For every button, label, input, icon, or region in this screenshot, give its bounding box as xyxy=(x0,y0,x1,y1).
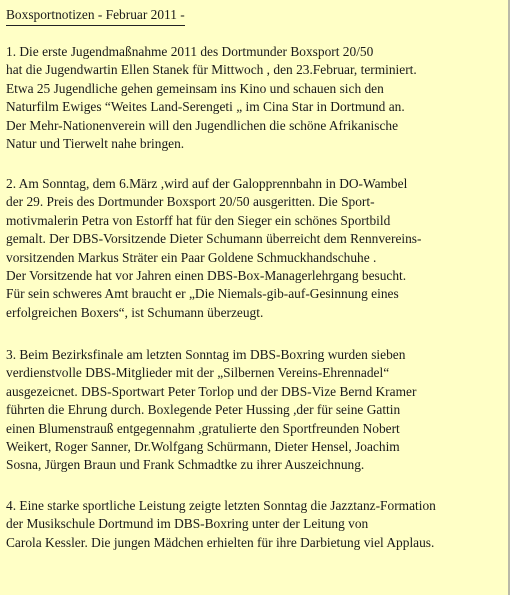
text-line: hat die Jugendwartin Ellen Stanek für Mittwoch , den 23.Februar, terminiert. xyxy=(6,62,417,78)
title-block xyxy=(6,6,185,26)
text-line: Naturfilm Ewiges “Weites Land-Serengeti „ im Cina Star in Dortmund an. xyxy=(6,99,405,115)
text-line: einen Blumenstrauß entgegennahm ,gratulierte den Sportfreunden Nobert xyxy=(6,420,400,436)
text-line: Carola Kessler. Die jungen Mädchen erhielten für ihre Darbietung viel Applaus. xyxy=(6,534,435,550)
news-item-1 xyxy=(6,43,506,153)
text-line: verdienstvolle DBS-Mitglieder mit der „Silbernen Vereins-Ehrennadel“ xyxy=(6,365,390,381)
text-line: erfolgreichen Boxers“, ist Schumann überzeugt. xyxy=(6,304,264,320)
text-line: Natur und Tierwelt nahe bringen. xyxy=(6,136,185,152)
document-title: Boxsportnotizen - Februar 2011 - xyxy=(6,6,185,26)
text-line: Etwa 25 Jugendliche gehen gemeinsam ins Kino und schauen sich den xyxy=(6,80,384,96)
text-line: führten die Ehrung durch. Boxlegende Peter Hussing ,der für seine Gattin xyxy=(6,402,401,418)
text-line: ausgezeicnet. DBS-Sportwart Peter Torlop und der DBS-Vize Bernd Kramer xyxy=(6,383,417,399)
text-line: 3. Beim Bezirksfinale am letzten Sonntag im DBS-Boxring wurden sieben xyxy=(6,347,406,362)
text-line: Der Mehr-Nationenverein will den Jugendlichen die schöne Afrikanische xyxy=(6,117,399,133)
text-line: der Musikschule Dortmund im DBS-Boxring unter der Leitung von xyxy=(6,516,369,532)
text-line: gemalt. Der DBS-Vorsitzende Dieter Schumann überreicht dem Rennvereins- xyxy=(6,231,422,247)
text-line: motivmalerin Petra von Estorff hat für den Sieger ein schönes Sportbild xyxy=(6,212,391,228)
text-line: 4. Eine starke sportliche Leistung zeigte letzten Sonntag die Jazztanz-Formation xyxy=(6,498,436,513)
text-line: vorsitzenden Markus Sträter ein Paar Goldene Schmuckhandschuhe . xyxy=(6,249,377,265)
text-line: 2. Am Sonntag, dem 6.März ,wird auf der Galopprennbahn in DO-Wambel xyxy=(6,176,408,191)
text-line: Sosna, Jürgen Braun und Frank Schmadtke zu ihrer Auszeichnung. xyxy=(6,457,365,473)
text-line: Weikert, Roger Sanner, Dr.Wolfgang Schürmann, Dieter Hensel, Joachim xyxy=(6,439,400,455)
text-line: Für sein schweres Amt braucht er „Die Niemals-gib-auf-Gesinnung eines xyxy=(6,286,399,302)
news-item-2 xyxy=(6,175,506,322)
text-line: Der Vorsitzende hat vor Jahren einen DBS-Box-Managerlehrgang besucht. xyxy=(6,268,407,284)
text-line: der 29. Preis des Dortmunder Boxsport 20/50 ausgeritten. Die Sport- xyxy=(6,194,375,210)
news-item-3 xyxy=(6,346,506,475)
news-item-4 xyxy=(6,497,506,552)
text-line: 1. Die erste Jugendmaßnahme 2011 des Dortmunder Boxsport 20/50 xyxy=(6,44,374,59)
